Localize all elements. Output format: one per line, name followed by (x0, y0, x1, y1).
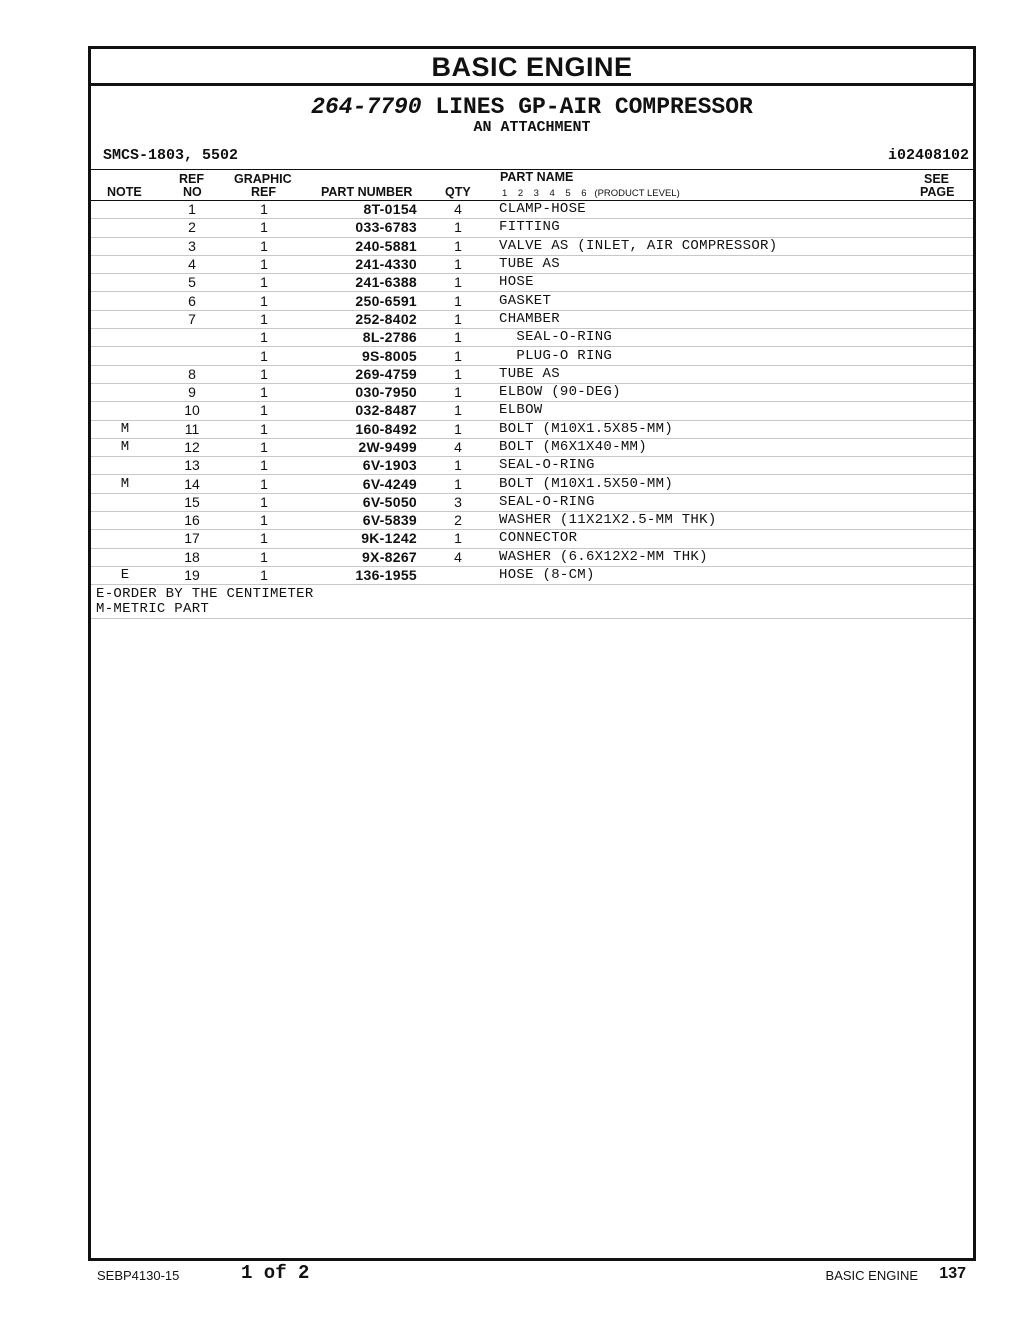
qty-cell: 1 (417, 292, 499, 310)
qty-cell: 1 (417, 237, 499, 255)
table-row (91, 201, 973, 219)
table-row (91, 255, 973, 273)
part-name-cell: WASHER (6.6X12X2-MM THK) (499, 548, 973, 566)
graphic-ref-cell: 1 (225, 530, 303, 548)
table-row (91, 219, 973, 237)
part-name-cell: SEAL-O-RING (499, 329, 973, 347)
qty-cell: 3 (417, 493, 499, 511)
graphic-ref-cell: 1 (225, 383, 303, 401)
note-line: M-METRIC PART (96, 601, 210, 618)
part-name-cell: BOLT (M10X1.5X85-MM) (499, 420, 973, 438)
ref-no-cell: 3 (159, 237, 225, 255)
qty-cell: 4 (417, 438, 499, 456)
table-row (91, 402, 973, 420)
table-row (91, 475, 973, 493)
ref-no-cell: 16 (159, 512, 225, 530)
part-name-cell: CONNECTOR (499, 530, 973, 548)
ref-no-cell: 17 (159, 530, 225, 548)
qty-cell: 1 (417, 255, 499, 273)
part-number-cell: 6V-5050 (303, 493, 417, 511)
table-row (91, 347, 973, 365)
table-row (91, 365, 973, 383)
part-number-cell: 9K-1242 (303, 530, 417, 548)
note-line: E-ORDER BY THE CENTIMETER (96, 586, 314, 603)
part-name-cell: WASHER (11X21X2.5-MM THK) (499, 512, 973, 530)
part-number-cell: 6V-5839 (303, 512, 417, 530)
smcs-code: SMCS-1803, 5502 (103, 147, 239, 164)
qty-cell: 4 (417, 548, 499, 566)
table-header (91, 169, 973, 201)
note-cell (91, 292, 159, 310)
graphic-ref-cell: 1 (225, 347, 303, 365)
notes-block (91, 585, 973, 619)
info-id: i02408102 (887, 147, 969, 164)
note-cell (91, 310, 159, 328)
part-name-cell: CHAMBER (499, 310, 973, 328)
table-row (91, 493, 973, 511)
footer-doc-number: SEBP4130-15 (97, 1268, 180, 1283)
part-name-cell: CLAMP-HOSE (499, 201, 973, 219)
ref-no-cell: 10 (159, 402, 225, 420)
ref-no-cell: 11 (159, 420, 225, 438)
part-name-cell: SEAL-O-RING (499, 457, 973, 475)
header-note: NOTE (107, 185, 142, 199)
part-number-cell: 160-8492 (303, 420, 417, 438)
header-ref-bottom: NO (183, 185, 202, 199)
part-number-cell: 269-4759 (303, 365, 417, 383)
part-number-cell: 240-5881 (303, 237, 417, 255)
table-row (91, 310, 973, 328)
part-number-cell: 8L-2786 (303, 329, 417, 347)
part-name-cell: ELBOW (499, 402, 973, 420)
note-cell: M (91, 438, 159, 456)
table-row (91, 530, 973, 548)
qty-cell: 1 (417, 420, 499, 438)
header-graphic-bottom: REF (251, 185, 276, 199)
ref-no-cell (159, 347, 225, 365)
note-cell (91, 548, 159, 566)
part-name-cell: BOLT (M6X1X40-MM) (499, 438, 973, 456)
qty-cell: 1 (417, 329, 499, 347)
note-cell (91, 383, 159, 401)
ref-no-cell: 13 (159, 457, 225, 475)
note-cell (91, 530, 159, 548)
table-row (91, 420, 973, 438)
note-cell (91, 329, 159, 347)
section-title: BASIC ENGINE (91, 49, 973, 86)
note-cell (91, 365, 159, 383)
header-see-top: SEE (924, 172, 950, 186)
page-footer (0, 1262, 1020, 1292)
part-number-cell: 9X-8267 (303, 548, 417, 566)
qty-cell (417, 566, 499, 584)
part-number-cell: 241-4330 (303, 255, 417, 273)
qty-cell: 1 (417, 457, 499, 475)
note-cell (91, 237, 159, 255)
graphic-ref-cell: 1 (225, 365, 303, 383)
group-name: LINES GP-AIR COMPRESSOR (435, 94, 753, 120)
header-graphic-top: GRAPHIC (234, 172, 292, 186)
part-number-cell: 030-7950 (303, 383, 417, 401)
note-cell (91, 201, 159, 219)
note-cell (91, 219, 159, 237)
graphic-ref-cell: 1 (225, 475, 303, 493)
header-ref-top: REF (179, 172, 204, 186)
qty-cell: 1 (417, 274, 499, 292)
part-name-cell: TUBE AS (499, 255, 973, 273)
note-cell (91, 274, 159, 292)
graphic-ref-cell: 1 (225, 329, 303, 347)
group-title (91, 94, 973, 120)
table-row (91, 566, 973, 584)
qty-cell: 1 (417, 365, 499, 383)
qty-cell: 1 (417, 310, 499, 328)
ref-no-cell: 8 (159, 365, 225, 383)
part-name-cell: FITTING (499, 219, 973, 237)
footer-section: BASIC ENGINE (825, 1268, 918, 1283)
ref-no-cell: 14 (159, 475, 225, 493)
table-row (91, 292, 973, 310)
ref-no-cell: 5 (159, 274, 225, 292)
qty-cell: 1 (417, 402, 499, 420)
note-cell (91, 347, 159, 365)
part-number-cell: 9S-8005 (303, 347, 417, 365)
note-cell (91, 512, 159, 530)
part-number-cell: 032-8487 (303, 402, 417, 420)
note-cell: M (91, 420, 159, 438)
group-subtitle: AN ATTACHMENT (473, 119, 591, 136)
part-name-cell: SEAL-O-RING (499, 493, 973, 511)
table-row (91, 438, 973, 456)
part-number-cell: 6V-4249 (303, 475, 417, 493)
part-number-cell: 2W-9499 (303, 438, 417, 456)
ref-no-cell: 19 (159, 566, 225, 584)
ref-no-cell: 4 (159, 255, 225, 273)
graphic-ref-cell: 1 (225, 438, 303, 456)
header-product-levels: 1 2 3 4 5 6 (PRODUCT LEVEL) (502, 188, 680, 199)
group-number: 264-7790 (311, 94, 422, 120)
graphic-ref-cell: 1 (225, 310, 303, 328)
header-part-number: PART NUMBER (321, 185, 413, 199)
graphic-ref-cell: 1 (225, 255, 303, 273)
graphic-ref-cell: 1 (225, 201, 303, 219)
graphic-ref-cell: 1 (225, 219, 303, 237)
header-part-name: PART NAME (500, 170, 574, 184)
part-name-cell: GASKET (499, 292, 973, 310)
footer-page-number: 137 (939, 1265, 966, 1282)
qty-cell: 1 (417, 219, 499, 237)
smcs-row (91, 146, 973, 166)
part-name-cell: ELBOW (90-DEG) (499, 383, 973, 401)
graphic-ref-cell: 1 (225, 548, 303, 566)
part-number-cell: 252-8402 (303, 310, 417, 328)
part-name-cell: HOSE (8-CM) (499, 566, 973, 584)
note-cell (91, 255, 159, 273)
table-row (91, 512, 973, 530)
note-cell: M (91, 475, 159, 493)
part-name-cell: PLUG-O RING (499, 347, 973, 365)
graphic-ref-cell: 1 (225, 566, 303, 584)
page-frame (88, 46, 976, 1261)
table-row (91, 274, 973, 292)
graphic-ref-cell: 1 (225, 512, 303, 530)
part-name-cell: TUBE AS (499, 365, 973, 383)
qty-cell: 2 (417, 512, 499, 530)
footer-page-of: 1 of 2 (241, 1262, 310, 1284)
table-row (91, 383, 973, 401)
ref-no-cell: 2 (159, 219, 225, 237)
qty-cell: 1 (417, 530, 499, 548)
graphic-ref-cell: 1 (225, 274, 303, 292)
graphic-ref-cell: 1 (225, 420, 303, 438)
note-cell: E (91, 566, 159, 584)
ref-no-cell: 18 (159, 548, 225, 566)
graphic-ref-cell: 1 (225, 237, 303, 255)
ref-no-cell: 1 (159, 201, 225, 219)
table-row (91, 457, 973, 475)
ref-no-cell: 12 (159, 438, 225, 456)
parts-table (91, 201, 973, 585)
header-see-bottom: PAGE (920, 185, 955, 199)
table-row (91, 237, 973, 255)
note-cell (91, 402, 159, 420)
note-cell (91, 493, 159, 511)
part-number-cell: 8T-0154 (303, 201, 417, 219)
part-number-cell: 6V-1903 (303, 457, 417, 475)
ref-no-cell: 7 (159, 310, 225, 328)
qty-cell: 1 (417, 475, 499, 493)
graphic-ref-cell: 1 (225, 493, 303, 511)
part-name-cell: HOSE (499, 274, 973, 292)
ref-no-cell: 15 (159, 493, 225, 511)
note-cell (91, 457, 159, 475)
part-number-cell: 136-1955 (303, 566, 417, 584)
ref-no-cell: 9 (159, 383, 225, 401)
graphic-ref-cell: 1 (225, 292, 303, 310)
header-qty: QTY (445, 185, 471, 199)
graphic-ref-cell: 1 (225, 402, 303, 420)
part-number-cell: 241-6388 (303, 274, 417, 292)
part-name-cell: BOLT (M10X1.5X50-MM) (499, 475, 973, 493)
table-row (91, 329, 973, 347)
part-number-cell: 033-6783 (303, 219, 417, 237)
table-row (91, 548, 973, 566)
part-number-cell: 250-6591 (303, 292, 417, 310)
part-name-cell: VALVE AS (INLET, AIR COMPRESSOR) (499, 237, 973, 255)
ref-no-cell: 6 (159, 292, 225, 310)
qty-cell: 4 (417, 201, 499, 219)
graphic-ref-cell: 1 (225, 457, 303, 475)
qty-cell: 1 (417, 383, 499, 401)
ref-no-cell (159, 329, 225, 347)
qty-cell: 1 (417, 347, 499, 365)
